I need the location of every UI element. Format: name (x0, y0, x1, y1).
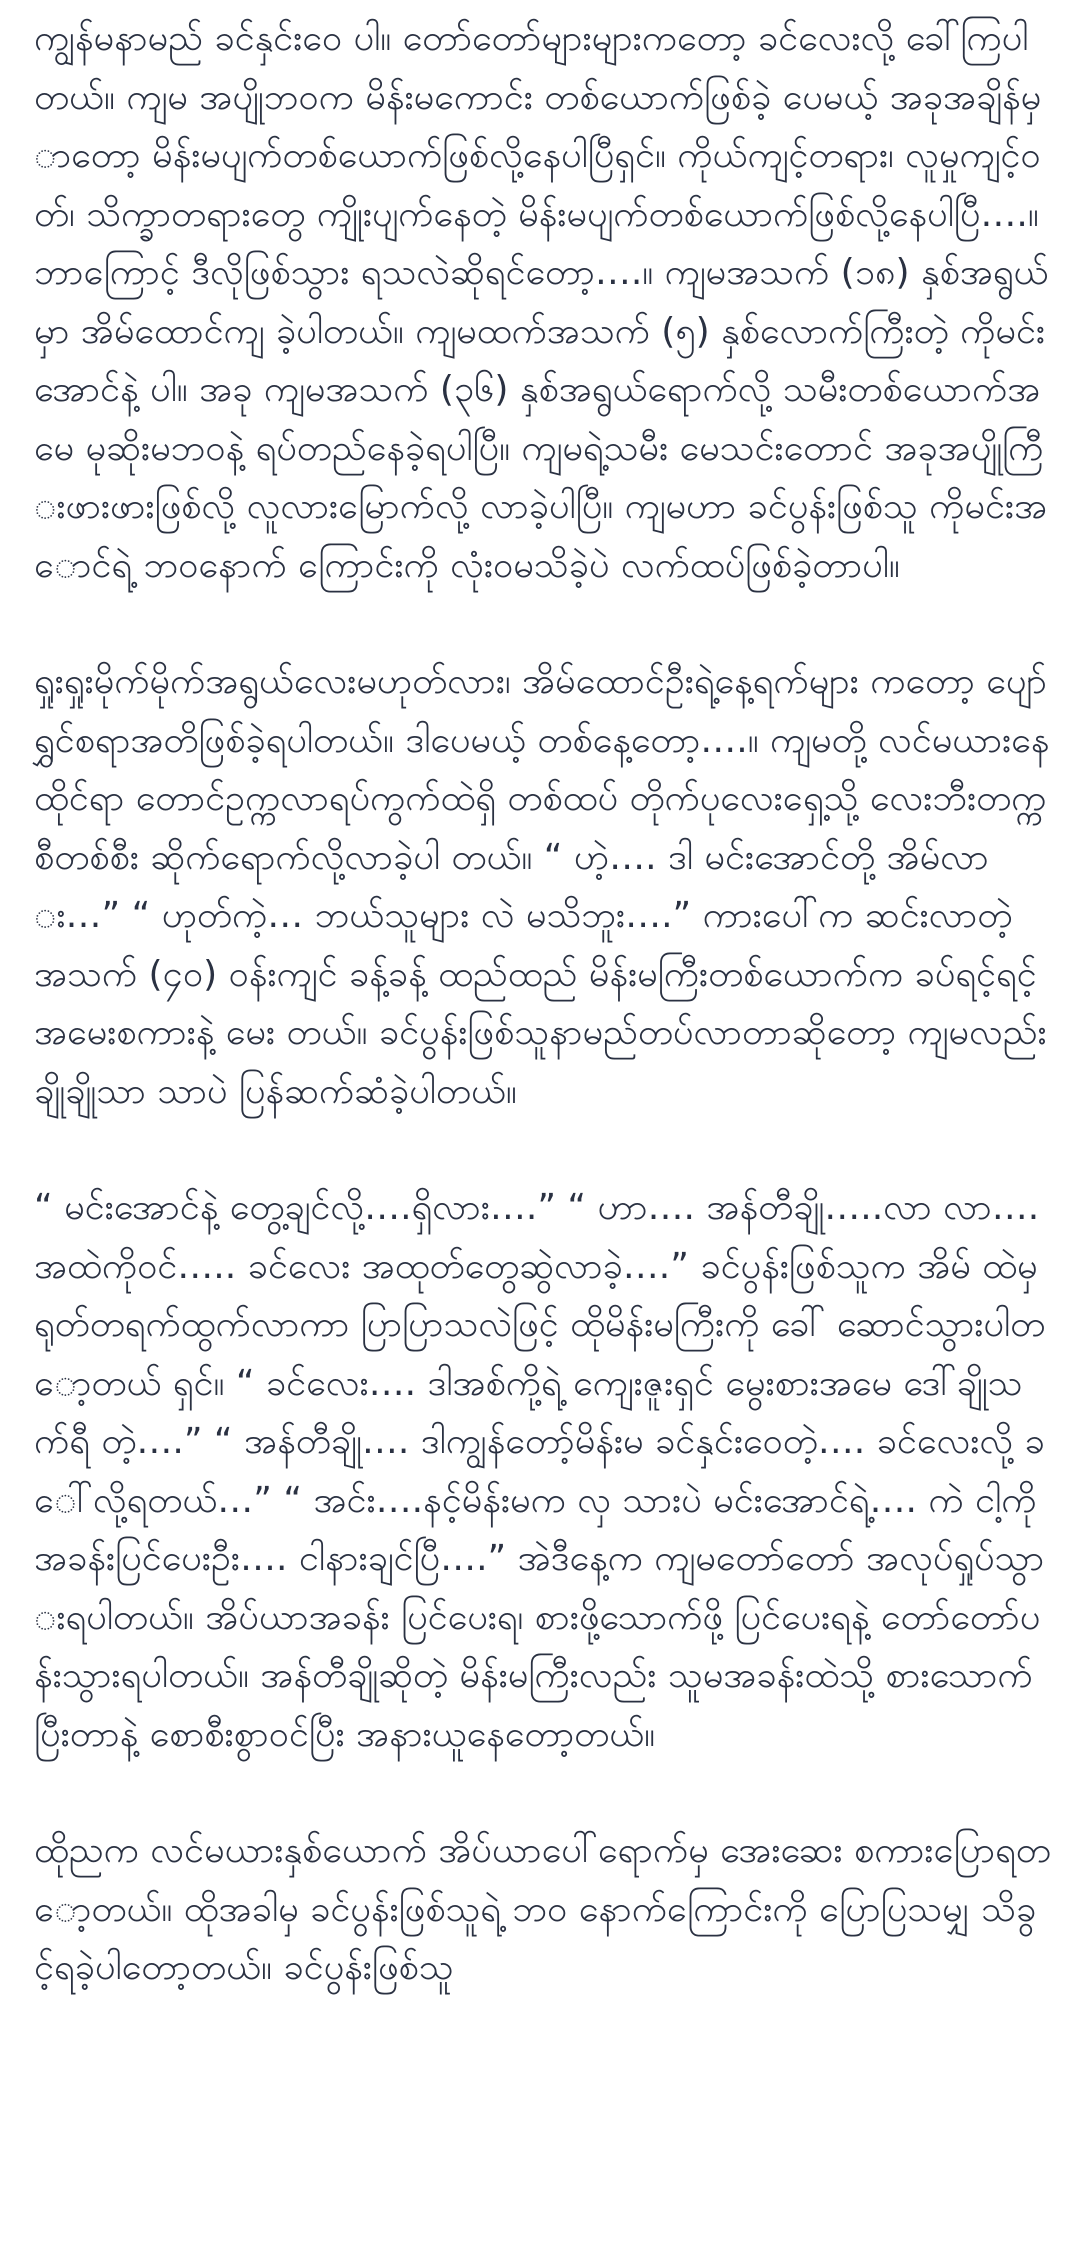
article-paragraph: ရှုးရှုးမိုက်မိုက်အရွယ်လေးမဟုတ်လား၊ အိမ်ထောင်ဦးရဲ့နေ့ရက်များ ကတော့ ပျော်ရွှင်စရာအတိဖြစ်ခဲ့ရပါတယ်။ ဒါပေမယ့် တစ်နေ့တော့….။ ကျမတို့ လင်မယားနေထိုင်ရာ တောင်ဥက္ကလာရပ်ကွက်ထဲရှိ တစ်ထပ် တိုက်ပုလေးရှေ့သို့ လေးဘီးတက္ကစီတစ်စီး ဆိုက်ရောက်လို့လာခဲ့ပါ တယ်။ “ ဟဲ့…. ဒါ မင်းအောင်တို့ အိမ်လား…” “ ဟုတ်ကဲ့… ဘယ်သူများ လဲ မသိဘူး….” ကားပေါ်က ဆင်းလာတဲ့ အသက် (၄၀) ဝန်းကျင် ခန့်ခန့် ထည်ထည် မိန်းမကြီးတစ်ယောက်က ခပ်ရင့်ရင့် အမေးစကားနဲ့ မေး တယ်။ ခင်ပွန်းဖြစ်သူနာမည်တပ်လာတာဆိုတော့ ကျမလည်း ချိုချိုသာ သာပဲ ပြန်ဆက်ဆံခဲ့ပါတယ်။ (34, 661, 1050, 1112)
article-body (34, 10, 1052, 2056)
article-paragraph: “ မင်းအောင်နဲ့ တွေ့ချင်လို့….ရှိလား….” “ ဟာ…. အန်တီချို…..လာ လာ…. အထဲကိုဝင်….. ခင်လေး အထုတ်တွေဆွဲလာခဲ့….” ခင်ပွန်းဖြစ်သူက အိမ် ထဲမှ ရုတ်တရက်ထွက်လာကာ ပြာပြာသလဲဖြင့် ထိုမိန်းမကြီးကို ခေါ် ဆောင်သွားပါတော့တယ် ရှင်။ “ ခင်လေး…. ဒါအစ်ကို့ရဲ့ ကျေးဇူးရှင် မွေးစားအမေ ဒေါ်ချိုသက်ရီ တဲ့….” “ အန်တီချို…. ဒါကျွန်တော့်မိန်းမ ခင်နှင်းဝေတဲ့…. ခင်လေးလို့ ခေါ်လို့ရတယ်…” “ အင်း….နင့်မိန်းမက လှ သားပဲ မင်းအောင်ရဲ့…. ကဲ ငါ့ကို အခန်းပြင်ပေးဦး…. ငါနားချင်ပြီ….” အဲဒီနေ့က ကျမတော်တော် အလုပ်ရှုပ်သွားရပါတယ်။ အိပ်ယာအခန်း ပြင်ပေးရ၊ စားဖို့သောက်ဖို့ ပြင်ပေးရနဲ့ တော်တော်ပန်းသွားရပါတယ်။ အန်တီချိုဆိုတဲ့ မိန်းမကြီးလည်း သူမအခန်းထဲသို့ စားသောက်ပြီးတာနဲ့ စောစီးစွာဝင်ပြီး အနားယူနေတော့တယ်။ (34, 1187, 1046, 1755)
article-paragraph: ထိုညက လင်မယားနှစ်ယောက် အိပ်ယာပေါ်ရောက်မှ အေးဆေး စကားပြောရတော့တယ်။ ထိုအခါမှ ခင်ပွန်းဖြစ်သူရဲ့ ဘဝ နောက်ကြောင်းကို ပြောပြသမျှ သိခွင့်ရခဲ့ပါတော့တယ်။ ခင်ပွန်းဖြစ်သူ (34, 1830, 1051, 1988)
article-paragraph: ကျွန်မနာမည် ခင်နှင်းဝေ ပါ။ တော်တော်များများကတော့ ခင်လေးလို့ ခေါ်ကြပါတယ်။ ကျမ အပျိုဘဝက မိန်းမကောင်း တစ်ယောက်ဖြစ်ခဲ့ ပေမယ့် အခုအချိန်မှာတော့ မိန်းမပျက်တစ်ယောက်ဖြစ်လို့နေပါပြီရှင်။ ကိုယ်ကျင့်တရား၊ လူမှုကျင့်ဝတ်၊ သိက္ခာတရားတွေ ကျိုးပျက်နေတဲ့ မိန်းမပျက်တစ်ယောက်ဖြစ်လို့နေပါပြီ….။ ဘာကြောင့် ဒီလိုဖြစ်သွား ရသလဲဆိုရင်တော့….။ ကျမအသက် (၁၈) နှစ်အရွယ်မှာ အိမ်ထောင်ကျ ခဲ့ပါတယ်။ ကျမထက်အသက် (၅) နှစ်လောက်ကြီးတဲ့ ကိုမင်းအောင်နဲ့ ပါ။ အခု ကျမအသက် (၃၆) နှစ်အရွယ်ရောက်လို့ သမီးတစ်ယောက်အ မေ မုဆိုးမဘဝနဲ့ ရပ်တည်နေခဲ့ရပါပြီ။ ကျမရဲ့သမီး မေသင်းတောင် အခုအပျိုကြီးဖားဖားဖြစ်လို့ လူလားမြောက်လို့ လာခဲ့ပါပြီ။ ကျမဟာ ခင်ပွန်းဖြစ်သူ ကိုမင်းအောင်ရဲ့ ဘဝနောက် ကြောင်းကို လုံးဝမသိခဲ့ပဲ လက်ထပ်ဖြစ်ခဲ့တာပါ။ (34, 18, 1049, 586)
